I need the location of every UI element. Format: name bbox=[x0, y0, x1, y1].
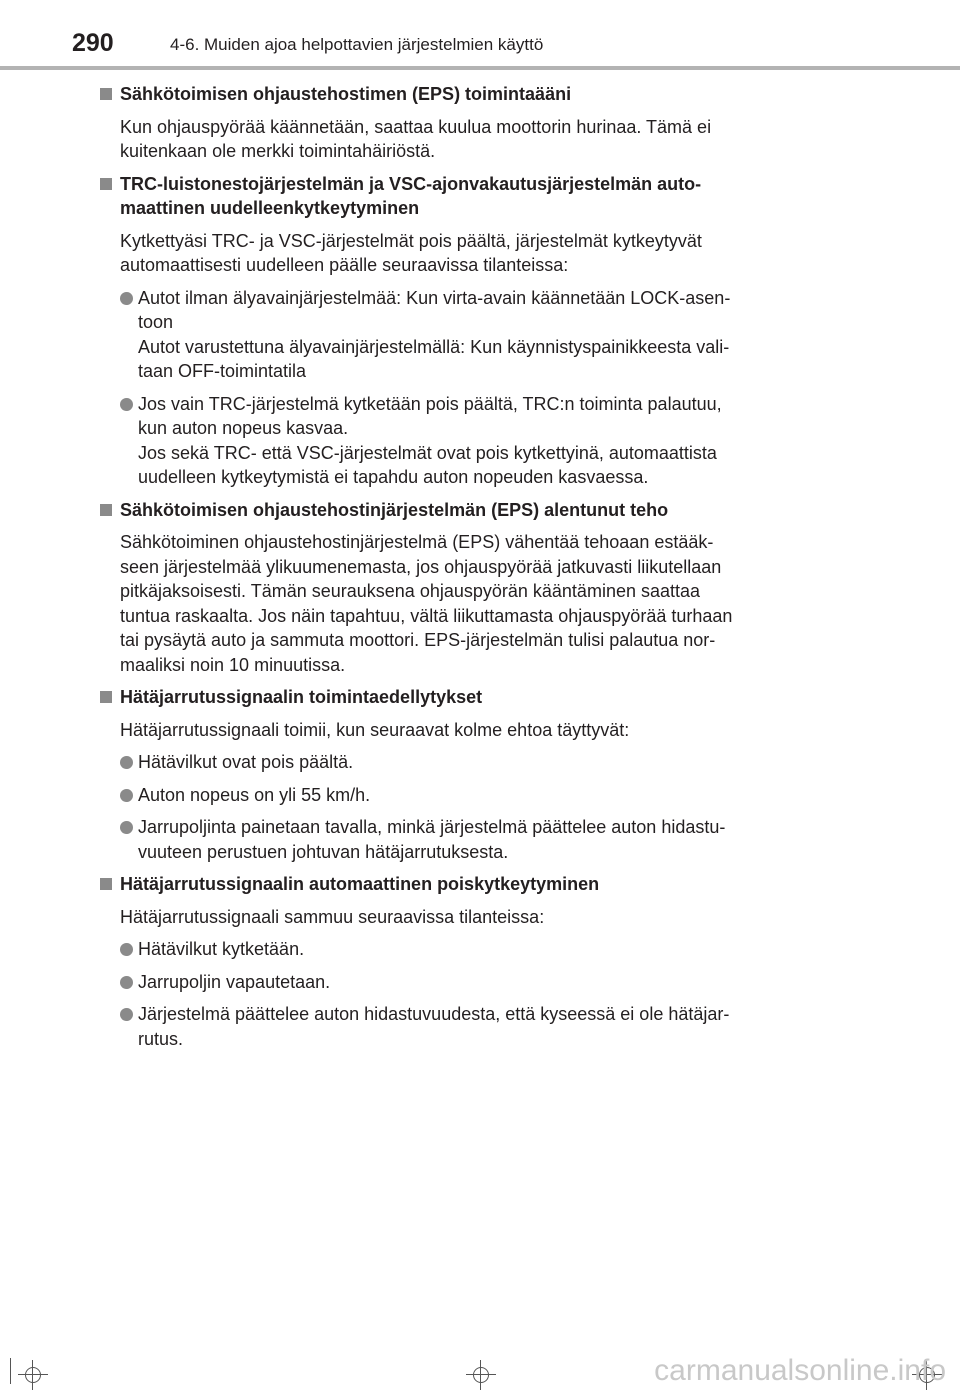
section-heading bbox=[100, 685, 856, 710]
header-divider bbox=[0, 66, 960, 70]
round-bullet-icon bbox=[120, 756, 133, 769]
section bbox=[100, 82, 856, 164]
round-bullet-icon bbox=[120, 943, 133, 956]
text-line: vuuteen perustuen johtuvan hätäjarrutuksesta. bbox=[138, 841, 509, 862]
square-bullet-icon bbox=[100, 691, 112, 703]
square-bullet-icon bbox=[100, 504, 112, 516]
text-line: TRC-luistonestojärjestelmän ja VSC-ajonvakautusjärjestelmän auto- bbox=[120, 173, 702, 194]
text-line: Hätäjarrutussignaali sammuu seuraavissa tilanteissa: bbox=[120, 906, 545, 927]
text-line: Hätävilkut kytketään. bbox=[138, 939, 305, 959]
section-heading bbox=[100, 872, 856, 897]
square-bullet-icon bbox=[100, 178, 112, 190]
crop-mark-left bbox=[10, 1358, 11, 1384]
text-line: Jos sekä TRC- että VSC-järjestelmät ovat pois kytkettyinä, automaattista bbox=[138, 442, 717, 463]
bullet-item bbox=[100, 970, 856, 995]
text-line: seen järjestelmää ylikuumenemasta, jos ohjauspyörää jatkuvasti liikutellaan bbox=[120, 556, 722, 577]
page-number: 290 bbox=[72, 29, 114, 57]
page-footer bbox=[0, 1350, 960, 1392]
text-line: pitkäjaksoisesti. Tämän seurauksena ohjauspyörän kääntäminen saattaa bbox=[120, 581, 701, 601]
bullet-item bbox=[100, 750, 856, 775]
section-paragraph bbox=[100, 718, 856, 743]
section-heading bbox=[100, 172, 856, 221]
registration-mark-icon bbox=[466, 1360, 496, 1390]
section-paragraph bbox=[100, 530, 856, 677]
section-heading bbox=[100, 498, 856, 523]
text-line: taan OFF-toimintatila bbox=[138, 361, 307, 381]
section bbox=[100, 685, 856, 864]
chapter-title: 4-6. Muiden ajoa helpottavien järjestelmien käyttö bbox=[170, 35, 544, 54]
round-bullet-icon bbox=[120, 976, 133, 989]
page-header bbox=[0, 0, 960, 60]
text-line: tuntua raskaalta. Jos näin tapahtuu, vältä liikuttamasta ohjauspyörää turhaan bbox=[120, 605, 733, 626]
round-bullet-icon bbox=[120, 821, 133, 834]
text-line: Hätäjarrutussignaali toimii, kun seuraavat kolme ehtoa täyttyvät: bbox=[120, 719, 630, 740]
square-bullet-icon bbox=[100, 88, 112, 100]
bullet-item bbox=[100, 937, 856, 962]
text-line: kuitenkaan ole merkki toimintahäiriöstä. bbox=[120, 141, 436, 161]
section-paragraph bbox=[100, 115, 856, 164]
section bbox=[100, 498, 856, 678]
text-line: Sähkötoimisen ohjaustehostimen (EPS) toimintaääni bbox=[120, 84, 572, 104]
text-line: Jarrupoljinta painetaan tavalla, minkä järjestelmä päättelee auton hidastu- bbox=[138, 817, 726, 837]
round-bullet-icon bbox=[120, 1008, 133, 1021]
text-line: Kun ohjauspyörää käännetään, saattaa kuulua moottorin hurinaa. Tämä ei bbox=[120, 116, 712, 137]
text-line: Hätäjarrutussignaalin toimintaedellytykset bbox=[120, 687, 483, 707]
text-line: automaattisesti uudelleen päälle seuraavissa tilanteissa: bbox=[120, 255, 569, 275]
section-heading bbox=[100, 82, 856, 107]
text-line: maaliksi noin 10 minuutissa. bbox=[120, 654, 346, 675]
bullet-item bbox=[100, 286, 856, 384]
bullet-item bbox=[100, 783, 856, 808]
text-line: toon bbox=[138, 312, 174, 332]
section-paragraph bbox=[100, 905, 856, 930]
text-line: kun auton nopeus kasvaa. bbox=[138, 418, 349, 438]
registration-mark-icon bbox=[18, 1360, 48, 1390]
text-line: Hätäjarrutussignaalin automaattinen poiskytkeytyminen bbox=[120, 874, 600, 894]
text-line: tai pysäytä auto ja sammuta moottori. EPS-järjestelmän tulisi palautua nor- bbox=[120, 630, 716, 650]
bullet-item bbox=[100, 1002, 856, 1051]
text-line: Kytkettyäsi TRC- ja VSC-järjestelmät pois päältä, järjestelmät kytkeytyvät bbox=[120, 230, 702, 251]
text-line: uudelleen kytkeytymistä ei tapahdu auton nopeuden kasvaessa. bbox=[138, 467, 649, 487]
text-line: Jos vain TRC-järjestelmä kytketään pois päältä, TRC:n toiminta palautuu, bbox=[138, 393, 722, 414]
round-bullet-icon bbox=[120, 398, 133, 411]
section bbox=[100, 872, 856, 1051]
text-line: rutus. bbox=[138, 1028, 184, 1049]
text-line: Jarrupoljin vapautetaan. bbox=[138, 971, 331, 992]
bullet-item bbox=[100, 815, 856, 864]
round-bullet-icon bbox=[120, 292, 133, 305]
section-paragraph bbox=[100, 229, 856, 278]
text-line: Sähkötoimisen ohjaustehostinjärjestelmän (EPS) alentunut teho bbox=[120, 499, 669, 520]
page-content bbox=[100, 82, 856, 1051]
text-line: Auton nopeus on yli 55 km/h. bbox=[138, 784, 371, 805]
watermark: carmanualsonline.info bbox=[654, 1354, 946, 1387]
text-line: Hätävilkut ovat pois päältä. bbox=[138, 752, 354, 772]
bullet-item bbox=[100, 392, 856, 490]
text-line: Sähkötoiminen ohjaustehostinjärjestelmä (EPS) vähentää tehoaan estääk- bbox=[120, 532, 714, 552]
text-line: Autot ilman älyavainjärjestelmää: Kun virta-avain käännetään LOCK-asen- bbox=[138, 287, 731, 308]
text-line: maattinen uudelleenkytkeytyminen bbox=[120, 198, 420, 218]
text-line: Järjestelmä päättelee auton hidastuvuudesta, että kyseessä ei ole hätäjar- bbox=[138, 1004, 730, 1024]
round-bullet-icon bbox=[120, 789, 133, 802]
section bbox=[100, 172, 856, 490]
text-line: Autot varustettuna älyavainjärjestelmällä: Kun käynnistyspainikkeesta vali- bbox=[138, 336, 730, 357]
square-bullet-icon bbox=[100, 878, 112, 890]
